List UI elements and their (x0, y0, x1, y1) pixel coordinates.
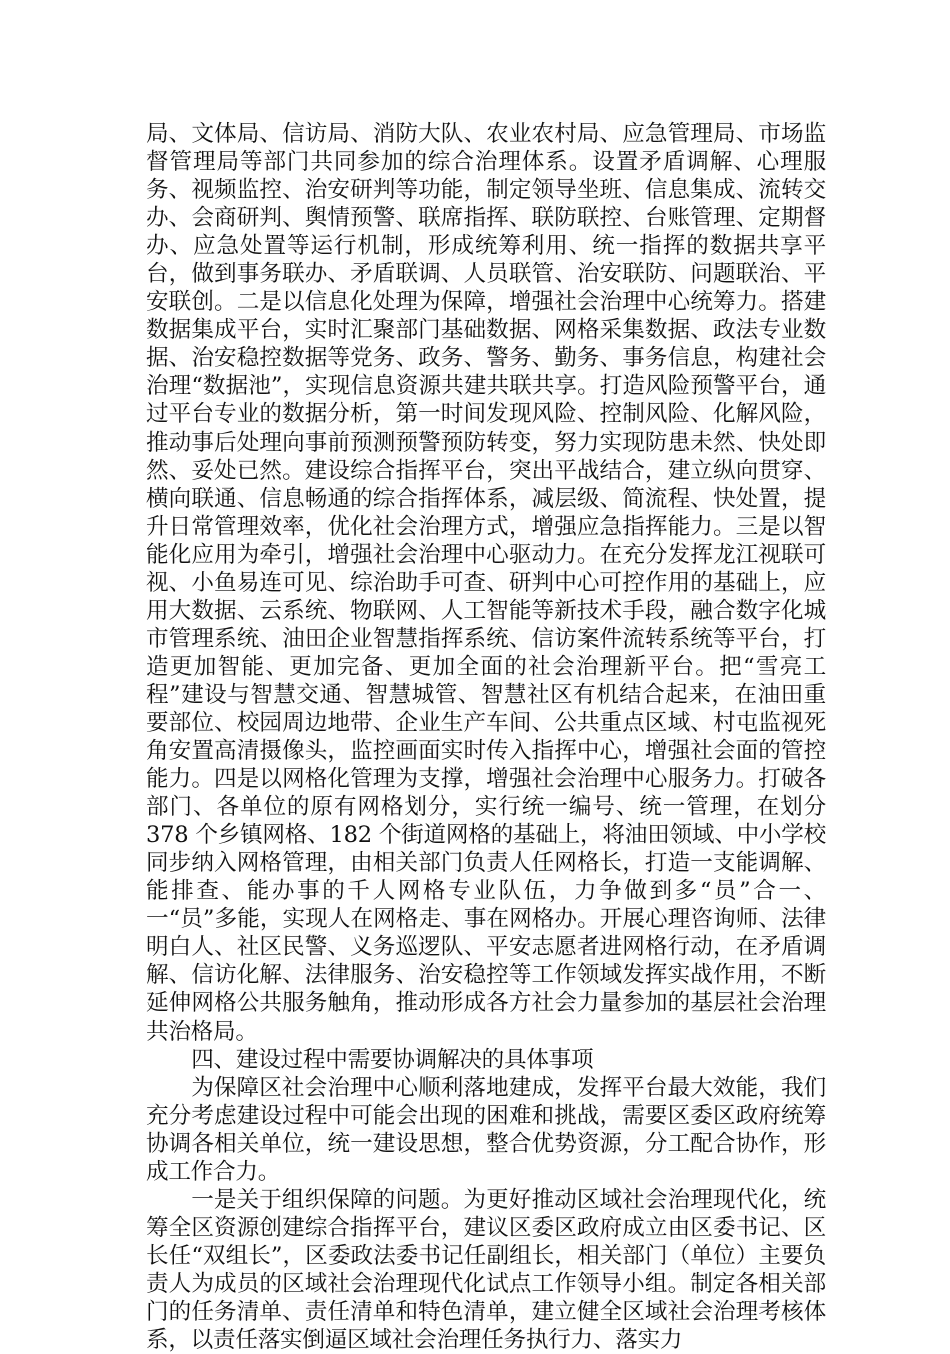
body-paragraph: 一是关于组织保障的问题。为更好推动区域社会治理现代化，统筹全区资源创建综合指挥平台，建议区委区政府成立由区委书记、区长任“双组长”，区委政法委书记任副组长，相关部门（单位）主要负责人为成员的区域社会治理现代化试点工作领导小组。制定各相关部门的任务清单、责任清单和特色清单，建立健全区域社会治理考核体系，以责任落实倒逼区域社会治理任务执行力、落实力 (146, 1186, 826, 1354)
body-paragraph: 为保障区社会治理中心顺利落地建成，发挥平台最大效能，我们充分考虑建设过程中可能会出现的困难和挑战，需要区委区政府统筹协调各相关单位，统一建设思想，整合优势资源，分工配合协作，形成工作合力。 (146, 1074, 826, 1185)
document-page (146, 120, 826, 1354)
body-paragraph-continued: 局、文体局、信访局、消防大队、农业农村局、应急管理局、市场监督管理局等部门共同参加的综合治理体系。设置矛盾调解、心理服务、视频监控、治安研判等功能，制定领导坐班、信息集成、流转交办、会商研判、舆情预警、联席指挥、联防联控、台账管理、定期督办、应急处置等运行机制，形成统筹利用、统一指挥的数据共享平台，做到事务联办、矛盾联调、人员联管、治安联防、问题联治、平安联创。二是以信息化处理为保障，增强社会治理中心统筹力。搭建数据集成平台，实时汇聚部门基础数据、网格采集数据、政法专业数据、治安稳控数据等党务、政务、警务、勤务、事务信息，构建社会治理“数据池”，实现信息资源共建共联共享。打造风险预警平台，通过平台专业的数据分析，第一时间发现风险、控制风险、化解风险，推动事后处理向事前预测预警预防转变，努力实现防患未然、快处即然、妥处已然。建设综合指挥平台，突出平战结合，建立纵向贯穿、横向联通、信息畅通的综合指挥体系，减层级、简流程、快处置，提升日常管理效率，优化社会治理方式，增强应急指挥能力。三是以智能化应用为牵引，增强社会治理中心驱动力。在充分发挥龙江视联可视、小鱼易连可见、综治助手可查、研判中心可控作用的基础上，应用大数据、云系统、物联网、人工智能等新技术手段，融合数字化城市管理系统、油田企业智慧指挥系统、信访案件流转系统等平台，打造更加智能、更加完备、更加全面的社会治理新平台。把“雪亮工程”建设与智慧交通、智慧城管、智慧社区有机结合起来，在油田重要部位、校园周边地带、企业生产车间、公共重点区域、村屯监视死角安置高清摄像头，监控画面实时传入指挥中心，增强社会面的管控能力。四是以网格化管理为支撑，增强社会治理中心服务力。打破各部门、各单位的原有网格划分，实行统一编号、统一管理，在划分 378 个乡镇网格、182 个街道网格的基础上，将油田领域、中小学校同步纳入网格管理，由相关部门负责人任网格长，打造一支能调解、能排查、能办事的千人网格专业队伍，力争做到多“员”合一、一“员”多能，实现人在网格走、事在网格办。开展心理咨询师、法律明白人、社区民警、义务巡逻队、平安志愿者进网格行动，在矛盾调解、信访化解、法律服务、治安稳控等工作领域发挥实战作用，不断延伸网格公共服务触角，推动形成各方社会力量参加的基层社会治理共治格局。 (146, 121, 826, 1045)
section-heading: 四、建设过程中需要协调解决的具体事项 (191, 1046, 594, 1073)
